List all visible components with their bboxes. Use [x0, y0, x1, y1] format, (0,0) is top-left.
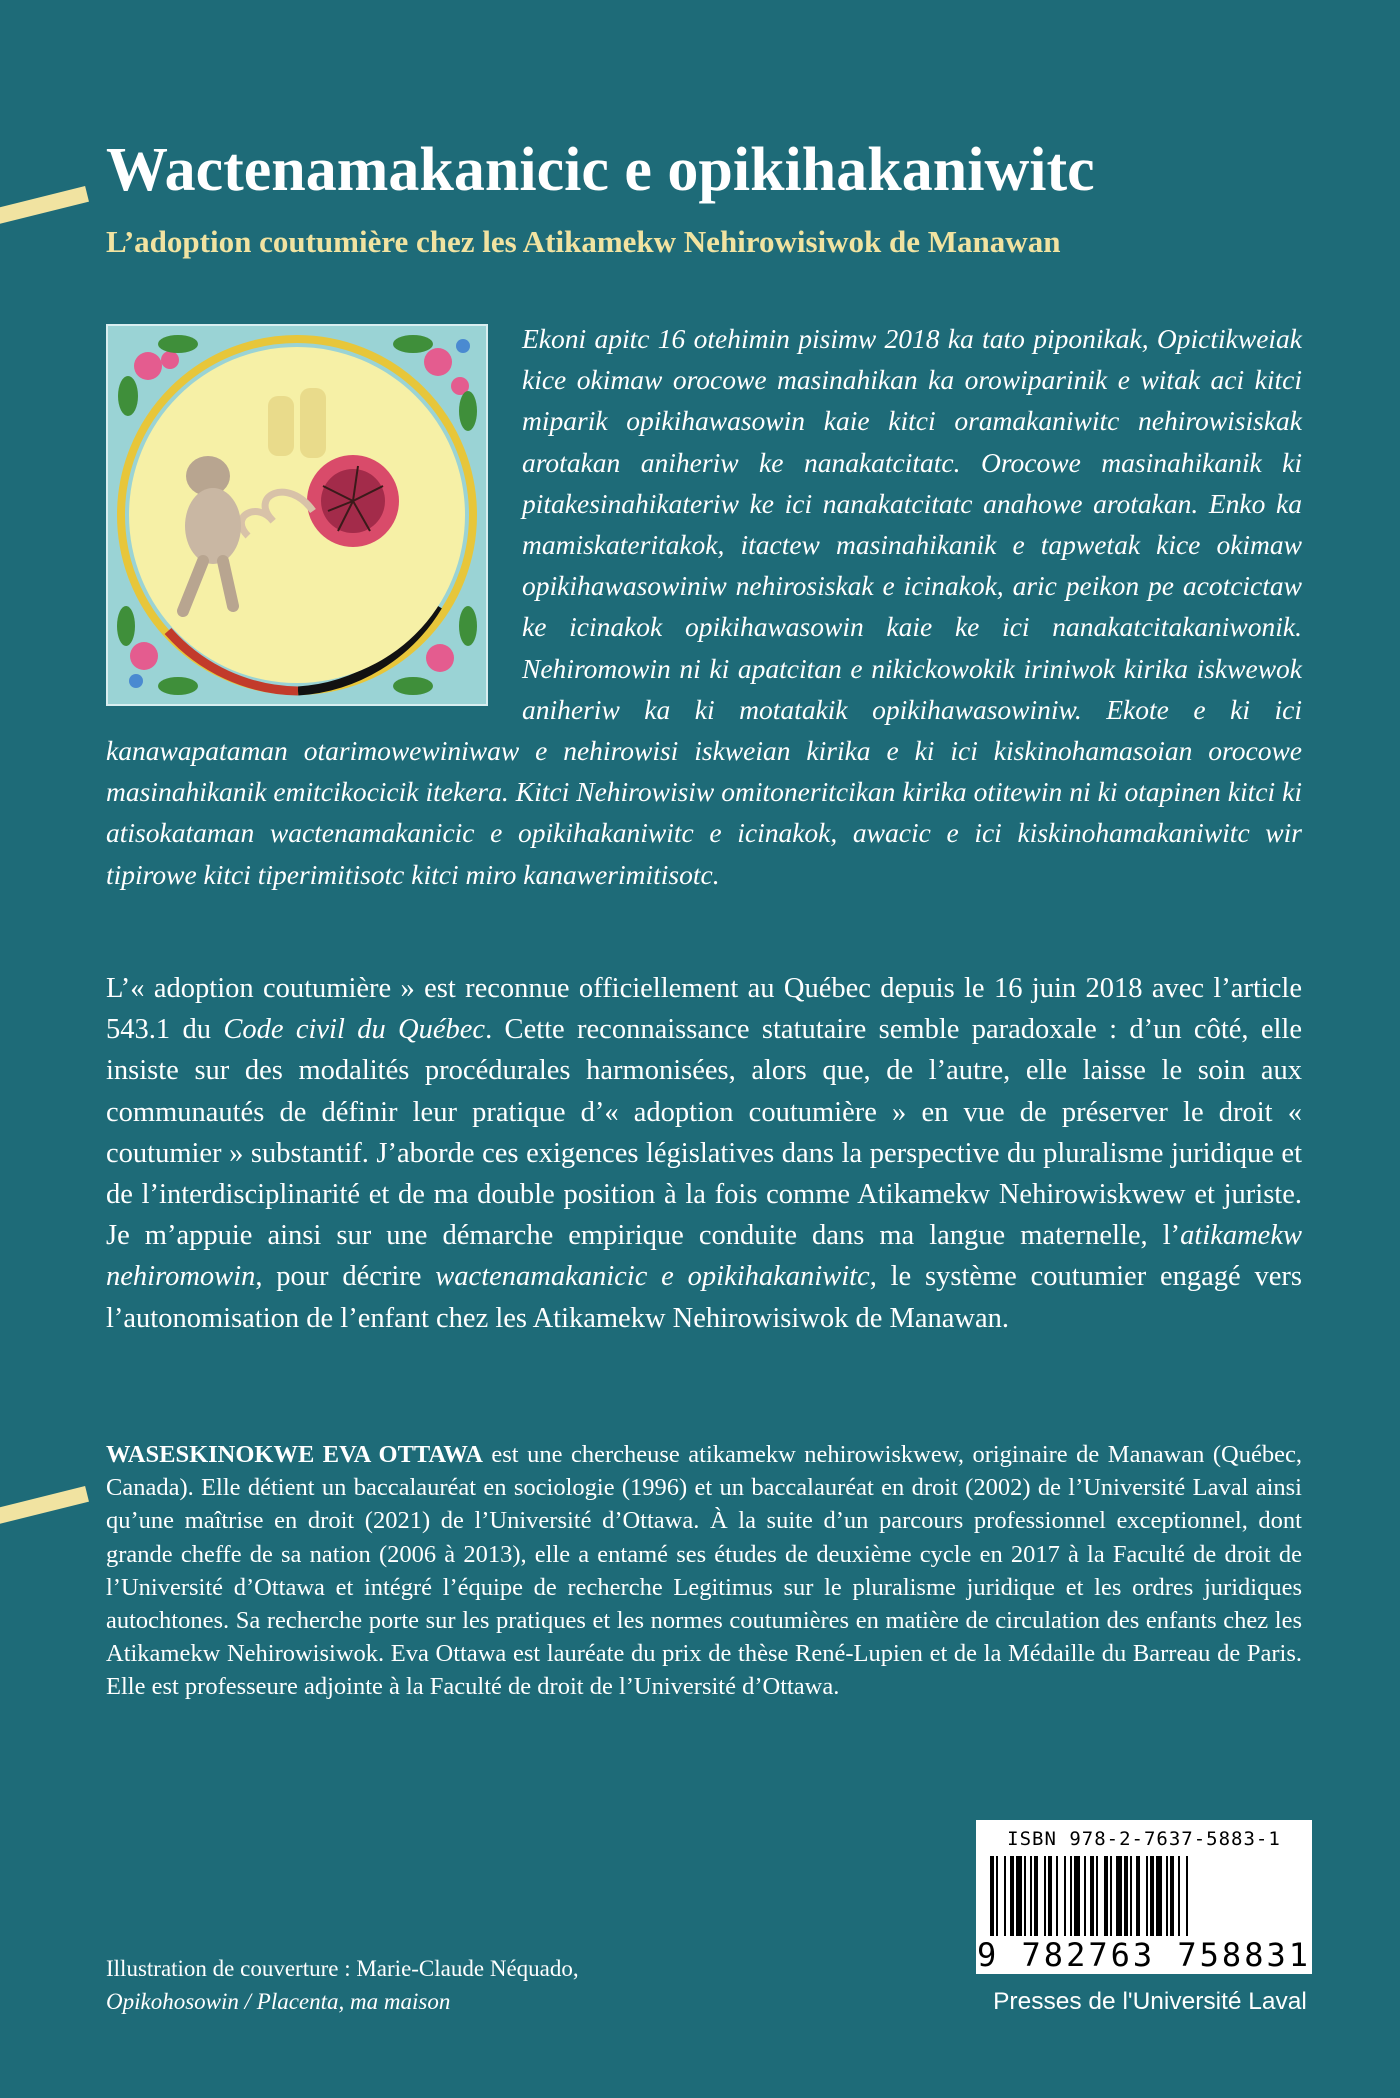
french-text-part-2: . Cette reconnaissance statutaire semble paradoxale : d’un côté, elle insiste sur des modalités procédurales harmonisées, alors que, de l’autre, elle laisse le soin aux communautés de définir leur pratique d’« adoption coutumière » en vue de préserver le droit « coutumier » substantif. J’aborde ces exigences législatives dans la perspective du pluralisme juridique et de l’interdisciplinarité et de ma double position à la fois comme Atikamekw Nehirowiskwew et juriste. Je m’appuie ainsi sur une démarche empirique conduite dans ma langue maternelle, l’	[106, 1014, 1303, 1252]
code-civil-title: Code civil du Québec	[223, 1014, 486, 1046]
french-summary	[106, 968, 1302, 1339]
author-name: WASESKINOKWE EVA OTTAWA	[106, 1441, 483, 1468]
system-name: wactenamakanicic e opikihakaniwitc	[435, 1261, 870, 1293]
french-text-part-1: L’« adoption coutumière » est reconnue officiellement au Québec depuis le 16 juin 2018 avec l’article 543.1 du	[106, 973, 1302, 1046]
author-bio-text: est une chercheuse atikamekw nehirowiskwew, originaire de Manawan (Québec, Canada). Elle détient un baccalauréat en sociologie (1996) et un baccalauréat en droit (2002) de l’Université Laval ainsi qu’une maîtrise en droit (2021) de l’Université d’Ottawa. À la suite d’un parcours professionnel exceptionnel, dont grande cheffe de sa nation (2006 à 2013), elle a entamé ses études de deuxième cycle en 2017 à la Faculté de droit de l’Université d’Ottawa et intégré l’équipe de recherche Legitimus sur le pluralisme juridique et les ordres juridiques autochtones. Sa recherche porte sur les pratiques et les normes coutumières en matière de circulation des enfants chez les Atikamekw Nehirowisiwok. Eva Ottawa est lauréate du prix de thèse René-Lupien et de la Médaille du Barreau de Paris. Elle est professeure adjointe à la Faculté de droit de l’Université d’Ottawa.	[106, 1441, 1303, 1701]
barcode-bars-icon	[990, 1856, 1298, 1936]
french-text-part-4: , le système coutumier engagé vers l’autonomisation de l’enfant chez les Atikamekw Nehirowisiwok de Manawan.	[106, 1261, 1302, 1334]
book-subtitle: L’adoption coutumière chez les Atikamekw Nehirowisiwok de Manawan	[106, 224, 1061, 259]
placenta-illustration-icon	[108, 326, 486, 704]
accent-stripe-bio	[0, 1486, 89, 1526]
illustration-credit	[106, 1952, 806, 2018]
publisher-name: Presses de l'Université Laval	[993, 1988, 1307, 2015]
credit-work-title: Opikohosowin / Placenta, ma maison	[106, 1989, 451, 2014]
accent-stripe-top	[0, 186, 89, 226]
book-title: Wactenamakanicic e opikihakaniwitc	[106, 136, 1095, 204]
credit-label: Illustration de couverture : Marie-Claude Néquado,	[106, 1956, 579, 1981]
barcode-digits: 9 782763 758831	[977, 1936, 1311, 1974]
isbn-label: ISBN 978-2-7637-5883-1	[1007, 1828, 1281, 1850]
language-name: atikamekw nehiromowin	[106, 1220, 1302, 1293]
author-bio	[106, 1438, 1302, 1704]
french-text-part-3: , pour décrire	[255, 1261, 436, 1293]
isbn-barcode	[976, 1820, 1312, 1974]
cover-illustration	[106, 324, 488, 706]
atikamekw-text: Ekoni apitc 16 otehimin pisimw 2018 ka tato piponikak, Opictikweiak kice okimaw orocowe masinahikan ka orowiparinik e witak aci kitci miparik opikihawasowin kaie kitci oramakaniwitc nehirowisiskak arotakan aniheriw ke nanakatcitatc. Orocowe masinahikanik ki pitakesinahikateriw ke ici nanakatcitatc anahowe arotakan. Enko ka mamiskateritakok, itactew masinahikanik e tapwetak kice okimaw opikihawasowiniw nehirosiskak e icinakok, aric peikon pe acotcictaw ke icinakok opikihawasowin kaie ke ici nanakatcitakaniwonik. Nehiromowin ni ki apatcitan e nikickowokik iriniwok kirika iskwewok aniheriw ka ki motatakik opikihawasowiniw. Ekote e ki ici kanawapataman otarimowewiniwaw e nehirowisi iskweian kirika e ki ici kiskinohamasoian orocowe masinahikanik emitcikocicik itekera. Kitci Nehirowisiw omitoneritcikan kirika otitewin ni ki otapinen kitci ki atisokataman wactenamakanicic e opikihakaniwitc e icinakok, awacic e ici kiskinohamakaniwitc wir tipirowe kitci tiperimitisotc kitci miro kanawerimitisotc.	[106, 323, 1302, 890]
atikamekw-summary	[106, 318, 1302, 895]
